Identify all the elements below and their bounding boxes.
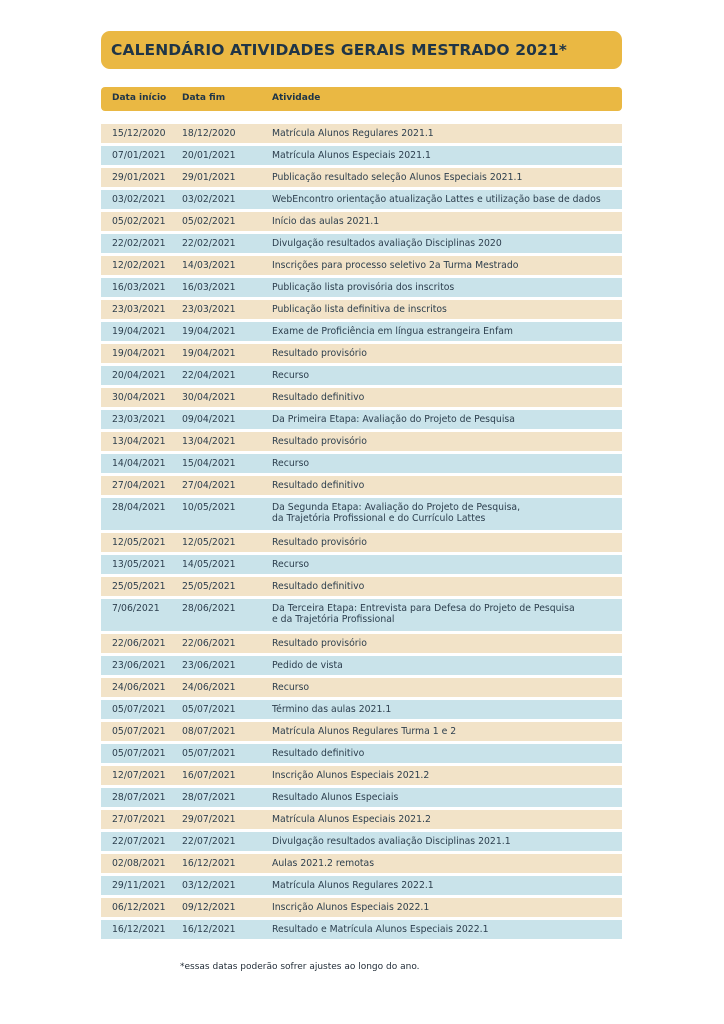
cell-activity: Resultado Alunos Especiais (272, 792, 399, 803)
cell-end-date: 22/07/2021 (182, 836, 236, 847)
calendar-table (101, 124, 622, 942)
cell-activity: Inscrições para processo seletivo 2a Turma Mestrado (272, 260, 519, 271)
table-row (101, 744, 622, 763)
table-row (101, 599, 622, 631)
cell-activity: Término das aulas 2021.1 (272, 704, 392, 715)
table-row (101, 322, 622, 341)
cell-start-date: 29/01/2021 (112, 172, 166, 183)
table-row (101, 432, 622, 451)
cell-end-date: 03/12/2021 (182, 880, 236, 891)
cell-activity: Da Terceira Etapa: Entrevista para Defesa do Projeto de Pesquisa e da Trajetória Profissional (272, 603, 575, 625)
cell-activity: Matrícula Alunos Regulares Turma 1 e 2 (272, 726, 457, 737)
cell-start-date: 19/04/2021 (112, 326, 166, 337)
cell-activity: Resultado provisório (272, 638, 367, 649)
cell-start-date: 14/04/2021 (112, 458, 166, 469)
cell-start-date: 28/04/2021 (112, 502, 166, 513)
table-row (101, 678, 622, 697)
table-row (101, 656, 622, 675)
cell-start-date: 12/02/2021 (112, 260, 166, 271)
cell-activity: Inscrição Alunos Especiais 2021.2 (272, 770, 430, 781)
cell-activity: Divulgação resultados avaliação Disciplinas 2021.1 (272, 836, 511, 847)
cell-end-date: 09/04/2021 (182, 414, 236, 425)
table-row (101, 344, 622, 363)
cell-start-date: 02/08/2021 (112, 858, 166, 869)
cell-end-date: 23/06/2021 (182, 660, 236, 671)
table-row (101, 700, 622, 719)
table-row (101, 124, 622, 143)
cell-activity: Resultado provisório (272, 436, 367, 447)
cell-end-date: 15/04/2021 (182, 458, 236, 469)
cell-start-date: 25/05/2021 (112, 581, 166, 592)
cell-start-date: 22/02/2021 (112, 238, 166, 249)
cell-start-date: 28/07/2021 (112, 792, 166, 803)
cell-activity: Resultado definitivo (272, 581, 365, 592)
cell-activity: Pedido de vista (272, 660, 343, 671)
cell-end-date: 25/05/2021 (182, 581, 236, 592)
table-row (101, 366, 622, 385)
table-row (101, 300, 622, 319)
table-row (101, 920, 622, 939)
cell-start-date: 06/12/2021 (112, 902, 166, 913)
cell-end-date: 22/04/2021 (182, 370, 236, 381)
table-row (101, 722, 622, 741)
cell-start-date: 16/12/2021 (112, 924, 166, 935)
cell-activity: Resultado definitivo (272, 392, 365, 403)
cell-start-date: 03/02/2021 (112, 194, 166, 205)
table-row (101, 766, 622, 785)
cell-start-date: 24/06/2021 (112, 682, 166, 693)
cell-activity: Publicação lista provisória dos inscritos (272, 282, 455, 293)
table-row (101, 898, 622, 917)
cell-end-date: 16/03/2021 (182, 282, 236, 293)
cell-activity: Recurso (272, 682, 310, 693)
cell-start-date: 27/04/2021 (112, 480, 166, 491)
table-row (101, 476, 622, 495)
cell-start-date: 23/06/2021 (112, 660, 166, 671)
cell-start-date: 19/04/2021 (112, 348, 166, 359)
cell-end-date: 16/07/2021 (182, 770, 236, 781)
table-row (101, 212, 622, 231)
cell-activity: Aulas 2021.2 remotas (272, 858, 375, 869)
cell-activity: Resultado definitivo (272, 480, 365, 491)
table-row (101, 256, 622, 275)
cell-activity: Exame de Proficiência em língua estrangeira Enfam (272, 326, 513, 337)
cell-start-date: 05/02/2021 (112, 216, 166, 227)
cell-end-date: 28/07/2021 (182, 792, 236, 803)
table-row (101, 788, 622, 807)
cell-activity: Resultado definitivo (272, 748, 365, 759)
table-row (101, 876, 622, 895)
cell-end-date: 28/06/2021 (182, 603, 236, 614)
cell-end-date: 05/07/2021 (182, 704, 236, 715)
header-activity: Atividade (272, 93, 321, 103)
cell-start-date: 05/07/2021 (112, 704, 166, 715)
table-row (101, 498, 622, 530)
cell-start-date: 05/07/2021 (112, 726, 166, 737)
table-row (101, 190, 622, 209)
table-row (101, 634, 622, 653)
table-row (101, 388, 622, 407)
cell-end-date: 05/07/2021 (182, 748, 236, 759)
table-row (101, 832, 622, 851)
cell-start-date: 16/03/2021 (112, 282, 166, 293)
cell-end-date: 08/07/2021 (182, 726, 236, 737)
cell-start-date: 13/05/2021 (112, 559, 166, 570)
table-row (101, 577, 622, 596)
cell-activity: Da Primeira Etapa: Avaliação do Projeto de Pesquisa (272, 414, 515, 425)
table-row (101, 533, 622, 552)
table-row (101, 854, 622, 873)
cell-end-date: 22/02/2021 (182, 238, 236, 249)
cell-start-date: 7/06/2021 (112, 603, 160, 614)
cell-end-date: 24/06/2021 (182, 682, 236, 693)
cell-activity: Publicação resultado seleção Alunos Especiais 2021.1 (272, 172, 523, 183)
page-title: CALENDÁRIO ATIVIDADES GERAIS MESTRADO 2021* (111, 41, 567, 59)
footnote: *essas datas poderão sofrer ajustes ao longo do ano. (180, 962, 420, 972)
cell-activity: Resultado provisório (272, 348, 367, 359)
cell-activity: Início das aulas 2021.1 (272, 216, 380, 227)
cell-start-date: 12/05/2021 (112, 537, 166, 548)
cell-activity: Inscrição Alunos Especiais 2022.1 (272, 902, 430, 913)
cell-end-date: 19/04/2021 (182, 348, 236, 359)
table-row (101, 146, 622, 165)
cell-end-date: 27/04/2021 (182, 480, 236, 491)
cell-activity: Recurso (272, 458, 310, 469)
table-row (101, 168, 622, 187)
cell-end-date: 29/01/2021 (182, 172, 236, 183)
cell-activity: Recurso (272, 559, 310, 570)
cell-end-date: 22/06/2021 (182, 638, 236, 649)
cell-start-date: 30/04/2021 (112, 392, 166, 403)
cell-activity: Matrícula Alunos Regulares 2021.1 (272, 128, 434, 139)
cell-start-date: 12/07/2021 (112, 770, 166, 781)
cell-start-date: 29/11/2021 (112, 880, 166, 891)
cell-start-date: 05/07/2021 (112, 748, 166, 759)
cell-end-date: 12/05/2021 (182, 537, 236, 548)
cell-end-date: 20/01/2021 (182, 150, 236, 161)
cell-activity: Resultado e Matrícula Alunos Especiais 2022.1 (272, 924, 489, 935)
cell-activity: Matrícula Alunos Especiais 2021.1 (272, 150, 431, 161)
cell-end-date: 03/02/2021 (182, 194, 236, 205)
cell-activity: Resultado provisório (272, 537, 367, 548)
cell-activity: Matrícula Alunos Regulares 2022.1 (272, 880, 434, 891)
cell-end-date: 30/04/2021 (182, 392, 236, 403)
cell-end-date: 14/03/2021 (182, 260, 236, 271)
title-banner (101, 31, 622, 69)
table-row (101, 454, 622, 473)
cell-start-date: 27/07/2021 (112, 814, 166, 825)
header-start-date: Data início (112, 93, 167, 103)
cell-end-date: 10/05/2021 (182, 502, 236, 513)
cell-activity: Recurso (272, 370, 310, 381)
table-row (101, 278, 622, 297)
cell-end-date: 13/04/2021 (182, 436, 236, 447)
cell-end-date: 29/07/2021 (182, 814, 236, 825)
cell-start-date: 22/06/2021 (112, 638, 166, 649)
cell-activity: Publicação lista definitiva de inscritos (272, 304, 447, 315)
cell-end-date: 18/12/2020 (182, 128, 236, 139)
table-row (101, 810, 622, 829)
table-row (101, 410, 622, 429)
cell-start-date: 15/12/2020 (112, 128, 166, 139)
cell-end-date: 16/12/2021 (182, 858, 236, 869)
cell-start-date: 07/01/2021 (112, 150, 166, 161)
cell-activity: Divulgação resultados avaliação Disciplinas 2020 (272, 238, 502, 249)
table-header (101, 87, 622, 111)
cell-end-date: 09/12/2021 (182, 902, 236, 913)
table-row (101, 234, 622, 253)
header-end-date: Data fim (182, 93, 226, 103)
cell-activity: Matrícula Alunos Especiais 2021.2 (272, 814, 431, 825)
cell-end-date: 16/12/2021 (182, 924, 236, 935)
cell-end-date: 19/04/2021 (182, 326, 236, 337)
cell-start-date: 22/07/2021 (112, 836, 166, 847)
cell-start-date: 13/04/2021 (112, 436, 166, 447)
cell-activity: WebEncontro orientação atualização Lattes e utilização base de dados (272, 194, 601, 205)
cell-start-date: 23/03/2021 (112, 414, 166, 425)
cell-activity: Da Segunda Etapa: Avaliação do Projeto de Pesquisa, da Trajetória Profissional e do Currículo Lattes (272, 502, 521, 524)
cell-start-date: 23/03/2021 (112, 304, 166, 315)
table-row (101, 555, 622, 574)
cell-end-date: 05/02/2021 (182, 216, 236, 227)
cell-end-date: 23/03/2021 (182, 304, 236, 315)
cell-end-date: 14/05/2021 (182, 559, 236, 570)
cell-start-date: 20/04/2021 (112, 370, 166, 381)
